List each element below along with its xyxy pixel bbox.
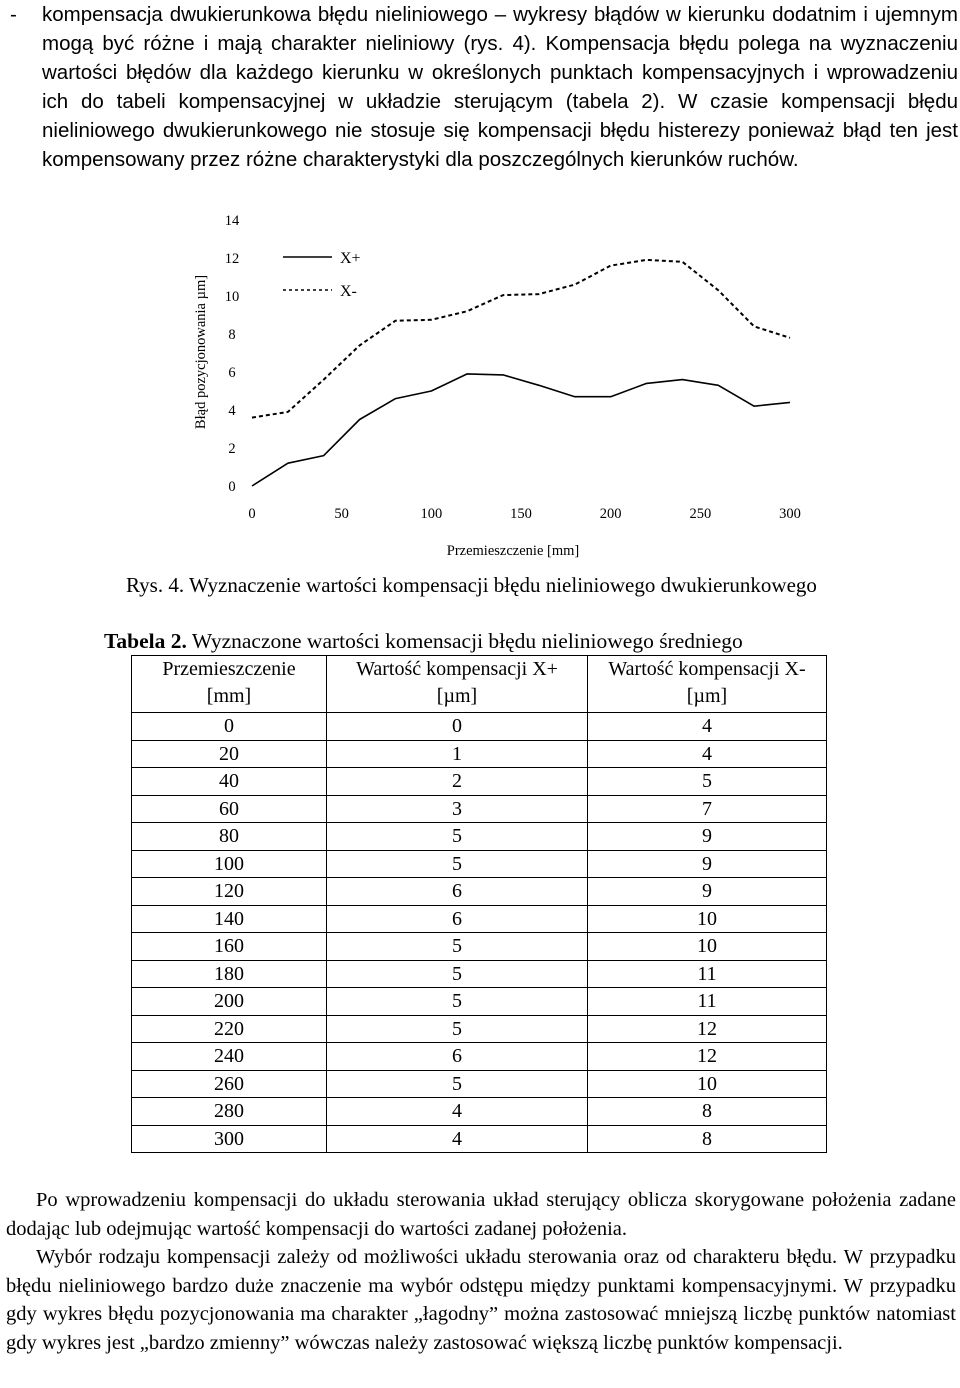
table-row [132, 1098, 827, 1126]
table-cell: 160 [132, 933, 327, 961]
x-tick-label: 150 [510, 506, 532, 522]
table-cell: 5 [327, 1015, 588, 1043]
table-row [132, 850, 827, 878]
x-tick-label: 50 [334, 506, 349, 522]
header-displacement: Przemieszczenie [mm] [132, 656, 327, 713]
table-cell: 9 [588, 878, 827, 906]
y-tick-label: 6 [228, 365, 236, 381]
y-tick-labels [225, 213, 240, 495]
y-tick-label: 8 [228, 327, 236, 343]
legend-label: X- [340, 283, 357, 300]
table-cell: 12 [588, 1043, 827, 1071]
legend-label: X+ [340, 250, 361, 267]
table-cell: 220 [132, 1015, 327, 1043]
table-cell: 1 [327, 740, 588, 768]
series-line-xminus [252, 260, 790, 418]
table-cell: 5 [327, 960, 588, 988]
x-tick-label: 100 [420, 506, 443, 522]
x-tick-label: 250 [689, 506, 712, 522]
table-cell: 7 [588, 795, 827, 823]
table-cell: 11 [588, 988, 827, 1016]
table-row [132, 905, 827, 933]
table-cell: 40 [132, 768, 327, 796]
table-cell: 10 [588, 1070, 827, 1098]
table-row [132, 933, 827, 961]
table-number: Tabela 2. [104, 629, 187, 653]
table-cell: 3 [327, 795, 588, 823]
table-cell: 5 [327, 823, 588, 851]
table-cell: 80 [132, 823, 327, 851]
table-row [132, 988, 827, 1016]
error-chart [180, 200, 820, 570]
table-cell: 0 [327, 713, 588, 741]
x-tick-label: 200 [599, 506, 622, 522]
table-cell: 5 [327, 850, 588, 878]
y-tick-label: 4 [228, 403, 236, 419]
table-cell: 120 [132, 878, 327, 906]
table-header-row [132, 656, 827, 713]
table-row [132, 823, 827, 851]
table-cell: 200 [132, 988, 327, 1016]
closing-text [6, 1186, 956, 1357]
table-row [132, 960, 827, 988]
figure-caption: Rys. 4. Wyznaczenie wartości kompensacji błędu nieliniowego dwukierunkowego [126, 573, 817, 597]
table-title-text: Wyznaczone wartości komensacji błędu nieliniowego średniego [186, 629, 743, 653]
table-row [132, 1043, 827, 1071]
header-compensation-xminus: Wartość kompensacji X- [µm] [588, 656, 827, 713]
table-cell: 8 [588, 1125, 827, 1153]
table-cell: 8 [588, 1098, 827, 1126]
table-row [132, 1125, 827, 1153]
intro-list-item [10, 0, 958, 174]
table-cell: 180 [132, 960, 327, 988]
table-cell: 4 [327, 1125, 588, 1153]
paragraph: Wybór rodzaju kompensacji zależy od możliwości układu sterowania oraz od charakteru błędu. W przypadku błędu nieliniowego bardzo duże znaczenie ma wybór odstępu między punktami kompensacyjnymi. W przypadku gdy wykres błędu pozycjonowania ma charakter „łagodny” można zastosować mniejszą liczbę punktów natomiast gdy wykres jest „bardzo zmienny” wówczas należy zastosować większą liczbę punktów kompensacji. [6, 1246, 956, 1354]
table-row [132, 1015, 827, 1043]
y-tick-label: 12 [224, 251, 240, 267]
table-cell: 4 [588, 740, 827, 768]
table-cell: 6 [327, 905, 588, 933]
table-row [132, 740, 827, 768]
table-cell: 10 [588, 933, 827, 961]
x-tick-labels [248, 506, 801, 522]
table-cell: 5 [327, 1070, 588, 1098]
table-cell: 9 [588, 823, 827, 851]
table-cell: 4 [327, 1098, 588, 1126]
paragraph: Po wprowadzeniu kompensacji do układu sterowania układ sterujący oblicza skorygowane położenia zadane dodając lub odejmując wartość kompensacji do wartości zadanej położenia. [6, 1189, 956, 1240]
table-row [132, 878, 827, 906]
series-lines [252, 260, 790, 486]
table-cell: 100 [132, 850, 327, 878]
table-row [132, 795, 827, 823]
table-cell: 5 [327, 988, 588, 1016]
y-tick-label: 14 [224, 213, 240, 229]
table-cell: 5 [588, 768, 827, 796]
table-cell: 0 [132, 713, 327, 741]
chart-legend [283, 250, 361, 300]
table-row [132, 713, 827, 741]
table-cell: 140 [132, 905, 327, 933]
table-cell: 240 [132, 1043, 327, 1071]
table-cell: 4 [588, 713, 827, 741]
y-tick-label: 10 [224, 289, 240, 305]
y-axis-label: Błąd pozycjonowania µm] [193, 274, 209, 430]
header-compensation-xplus: Wartość kompensacji X+ [µm] [327, 656, 588, 713]
table-row [132, 768, 827, 796]
intro-paragraph: kompensacja dwukierunkowa błędu nieliniowego – wykresy błądów w kierunku dodatnim i ujemnym mogą być różne i mają charakter nieliniowy (rys. 4). Kompensacja błędu polega na wyznaczeniu wartości błędów dla każdego kierunku w określonych punktach kompensacyjnych i wprowadzeniu ich do tabeli kompensacyjnej w układzie sterującym (tabela 2). W czasie kompensacji błędu nieliniowego dwukierunkowego nie stosuje się kompensacji błędu histerezy ponieważ błąd ten jest kompensowany przez różne charakterystyki dla poszczególnych kierunków ruchów. [42, 3, 958, 171]
table-cell: 10 [588, 905, 827, 933]
table-cell: 260 [132, 1070, 327, 1098]
table-row [132, 1070, 827, 1098]
table-cell: 6 [327, 878, 588, 906]
x-tick-label: 300 [779, 506, 801, 522]
x-axis-label: Przemieszczenie [mm] [446, 543, 580, 559]
x-tick-label: 0 [248, 506, 256, 522]
table-cell: 2 [327, 768, 588, 796]
y-tick-label: 0 [228, 479, 236, 495]
table-cell: 12 [588, 1015, 827, 1043]
table-cell: 300 [132, 1125, 327, 1153]
compensation-table [131, 655, 827, 1153]
series-line-xplus [252, 374, 790, 486]
list-bullet: - [10, 3, 17, 26]
table-cell: 60 [132, 795, 327, 823]
table-cell: 9 [588, 850, 827, 878]
table-cell: 5 [327, 933, 588, 961]
table-cell: 20 [132, 740, 327, 768]
table-cell: 280 [132, 1098, 327, 1126]
y-tick-label: 2 [228, 441, 236, 457]
table-cell: 11 [588, 960, 827, 988]
table-cell: 6 [327, 1043, 588, 1071]
table-title [104, 627, 743, 655]
